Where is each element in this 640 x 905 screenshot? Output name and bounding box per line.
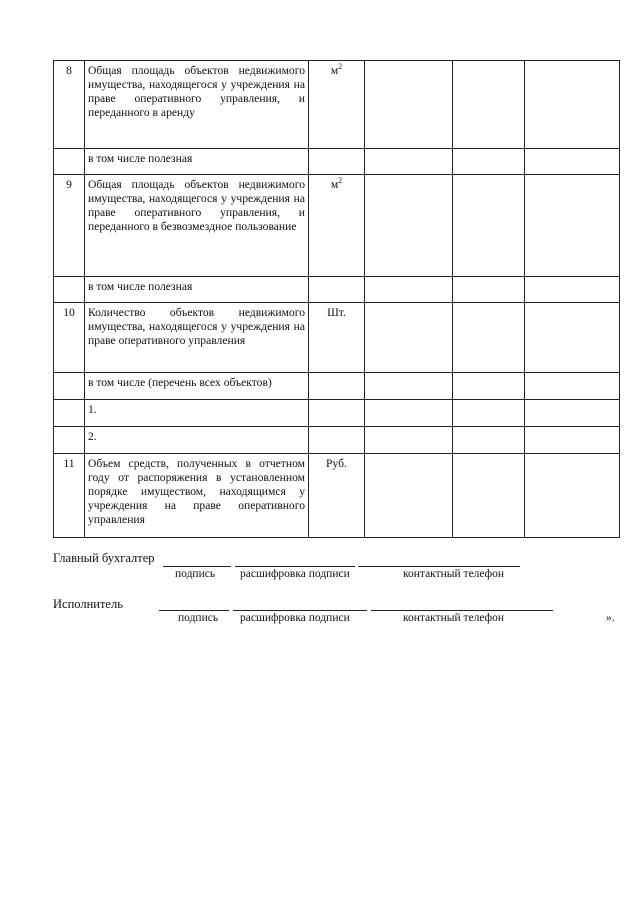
row-description: в том числе полезная — [85, 149, 309, 175]
row-number — [54, 277, 85, 303]
unit-text: Шт. — [327, 306, 346, 319]
table-row — [54, 400, 620, 427]
row-unit — [309, 454, 365, 538]
unit-text: Руб. — [326, 457, 347, 470]
row-number — [54, 427, 85, 454]
value-cell-3 — [525, 61, 620, 149]
row-description: 1. — [85, 400, 309, 427]
chief-caption-decode: расшифровка подписи — [240, 568, 350, 580]
row-number: 8 — [54, 61, 85, 149]
executor-caption-decode: расшифровка подписи — [240, 612, 350, 624]
value-cell-3 — [525, 427, 620, 454]
table-row — [54, 303, 620, 373]
row-description: в том числе полезная — [85, 277, 309, 303]
unit-superscript: 2 — [338, 176, 343, 186]
value-cell-2 — [453, 427, 525, 454]
value-cell-1 — [365, 149, 453, 175]
chief-caption-phone: контактный телефон — [403, 568, 505, 580]
value-cell-3 — [525, 400, 620, 427]
property-report-table — [53, 60, 620, 538]
row-number — [54, 400, 85, 427]
chief-accountant-label: Главный бухгалтер — [53, 551, 155, 565]
executor-decode-line — [233, 610, 367, 611]
executor-label: Исполнитель — [53, 597, 123, 611]
value-cell-3 — [525, 303, 620, 373]
unit-superscript: 2 — [338, 62, 343, 72]
executor-caption-sign: подпись — [178, 612, 219, 624]
executor-caption-phone: контактный телефон — [403, 612, 505, 624]
row-description: Общая площадь объектов недвижимого имущества, находящегося у учреждения на праве оперативного управления, и переданного в безвозмездное пользование — [85, 175, 309, 277]
row-description: Объем средств, полученных в отчетном году от распоряжения в установленном порядке имуществом, находящимся у учреждения на праве оперативного управления — [85, 454, 309, 538]
chief-decode-line — [235, 566, 355, 567]
chief-caption-sign: подпись — [175, 568, 216, 580]
executor-sign-line — [159, 610, 229, 611]
value-cell-3 — [525, 373, 620, 400]
value-cell-2 — [453, 149, 525, 175]
row-description: 2. — [85, 427, 309, 454]
value-cell-2 — [453, 303, 525, 373]
row-unit — [309, 427, 365, 454]
table-row — [54, 454, 620, 538]
value-cell-2 — [453, 373, 525, 400]
row-unit — [309, 61, 365, 149]
value-cell-3 — [525, 149, 620, 175]
table-row — [54, 175, 620, 277]
chief-phone-line — [358, 566, 520, 567]
value-cell-3 — [525, 277, 620, 303]
value-cell-1 — [365, 454, 453, 538]
row-unit — [309, 149, 365, 175]
closing-quote-mark: ». — [606, 612, 615, 624]
table-row — [54, 277, 620, 303]
table-row — [54, 427, 620, 454]
row-unit — [309, 175, 365, 277]
value-cell-1 — [365, 175, 453, 277]
table-row — [54, 373, 620, 400]
row-unit — [309, 400, 365, 427]
value-cell-1 — [365, 61, 453, 149]
row-number: 11 — [54, 454, 85, 538]
unit-text: м — [330, 64, 339, 77]
value-cell-2 — [453, 175, 525, 277]
value-cell-1 — [365, 427, 453, 454]
value-cell-1 — [365, 373, 453, 400]
row-unit — [309, 373, 365, 400]
table-row — [54, 149, 620, 175]
row-number: 9 — [54, 175, 85, 277]
value-cell-2 — [453, 277, 525, 303]
row-unit — [309, 277, 365, 303]
unit-text: м — [330, 178, 339, 191]
value-cell-1 — [365, 303, 453, 373]
value-cell-2 — [453, 400, 525, 427]
value-cell-2 — [453, 61, 525, 149]
value-cell-3 — [525, 454, 620, 538]
row-unit — [309, 303, 365, 373]
value-cell-1 — [365, 277, 453, 303]
row-description: Общая площадь объектов недвижимого имущества, находящегося у учреждения на праве оперативного управления, и переданного в аренду — [85, 61, 309, 149]
row-description: в том числе (перечень всех объектов) — [85, 373, 309, 400]
value-cell-1 — [365, 400, 453, 427]
chief-sign-line — [163, 566, 231, 567]
value-cell-2 — [453, 454, 525, 538]
row-number: 10 — [54, 303, 85, 373]
executor-phone-line — [371, 610, 553, 611]
value-cell-3 — [525, 175, 620, 277]
row-number — [54, 373, 85, 400]
row-description: Количество объектов недвижимого имущества, находящегося у учреждения на праве оперативного управления — [85, 303, 309, 373]
row-number — [54, 149, 85, 175]
table-row — [54, 61, 620, 149]
